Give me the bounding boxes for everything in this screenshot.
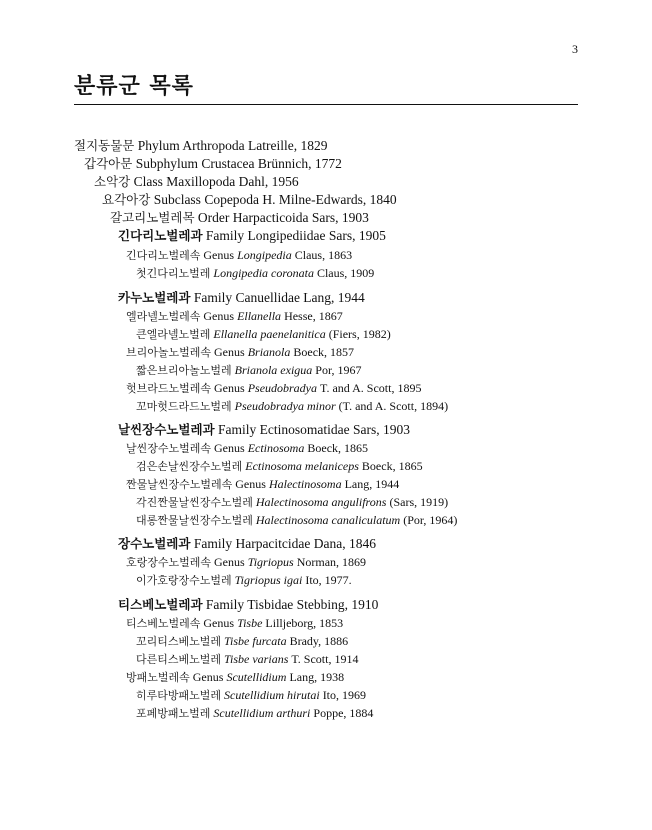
- author-citation: Lang, 1938: [289, 670, 345, 684]
- korean-name: 히루타방패노벌레: [136, 689, 222, 702]
- korean-name: 헛브라드노벌레속: [126, 382, 212, 395]
- author-citation: Por, 1967: [315, 363, 362, 377]
- korean-name: 짠물날씬장수노벌레속: [126, 478, 233, 491]
- author-citation: Poppe, 1884: [313, 706, 374, 720]
- korean-name: 다른티스베노벌레: [136, 653, 222, 666]
- scientific-name: Family Longipediidae Sars, 1905: [205, 228, 386, 243]
- taxon-genus: [126, 380, 421, 397]
- author-citation: Claus, 1909: [316, 266, 375, 280]
- author-citation: Ito, 1969: [322, 688, 367, 702]
- korean-name: 꼬리티스베노벌레: [136, 635, 222, 648]
- scientific-name: Halectinosoma canaliculatum: [255, 513, 401, 527]
- scientific-name: Pseudobradya: [247, 381, 318, 395]
- author-citation: (Sars, 1919): [389, 495, 449, 509]
- rank-label: Genus: [203, 248, 235, 262]
- author-citation: Boeck, 1865: [361, 459, 423, 473]
- author-citation: Lang, 1944: [344, 477, 400, 491]
- scientific-name: Halectinosoma angulifrons: [255, 495, 387, 509]
- rank-label: Genus: [192, 670, 224, 684]
- title-divider: [74, 104, 578, 105]
- korean-name: 호랑장수노벌레속: [126, 556, 212, 569]
- korean-name: 장수노벌레과: [118, 536, 191, 551]
- scientific-name: Pseudobradya minor: [234, 399, 336, 413]
- korean-name: 소악강: [94, 174, 131, 189]
- korean-name: 큰엘라넬노벌레: [136, 328, 211, 341]
- author-citation: Lilljeborg, 1853: [265, 616, 344, 630]
- rank-label: Genus: [203, 616, 235, 630]
- korean-name: 날씬장수노벌레과: [118, 422, 215, 437]
- taxon-genus: [126, 344, 354, 361]
- scientific-name: Family Ectinosomatidae Sars, 1903: [217, 422, 410, 437]
- taxon-species: [136, 326, 391, 343]
- scientific-name: Ellanella paenelanitica: [213, 327, 326, 341]
- scientific-name: Class Maxillopoda Dahl, 1956: [133, 174, 299, 189]
- korean-name: 긴다리노벌레속: [126, 249, 201, 262]
- taxon-family: [118, 290, 365, 306]
- korean-name: 첫긴다리노벌레: [136, 267, 211, 280]
- taxon-genus: [126, 669, 344, 686]
- taxon-species: [136, 362, 362, 379]
- scientific-name: Brianola exigua: [234, 363, 313, 377]
- scientific-name: Tisbe: [237, 616, 263, 630]
- korean-name: 갑각아문: [84, 156, 133, 171]
- scientific-name: Tisbe furcata: [224, 634, 287, 648]
- korean-name: 검은손날씬장수노벌레: [136, 460, 243, 473]
- taxon-species: [136, 651, 358, 668]
- author-citation: (Fiers, 1982): [328, 327, 391, 341]
- scientific-name: Ectinosoma: [247, 441, 305, 455]
- taxon-family: [118, 422, 410, 438]
- korean-name: 카누노벌레과: [118, 290, 191, 305]
- author-citation: (Por, 1964): [403, 513, 458, 527]
- rank-label: Genus: [214, 441, 245, 455]
- rank-label: Genus: [203, 309, 235, 323]
- korean-name: 절지동물문: [74, 138, 135, 153]
- author-citation: T. Scott, 1914: [291, 652, 359, 666]
- taxon-order: [110, 210, 369, 226]
- author-citation: Boeck, 1865: [307, 441, 369, 455]
- taxon-species: [136, 512, 457, 529]
- korean-name: 대롱짠물날씬장수노벌레: [136, 514, 253, 527]
- taxon-subclass: [102, 192, 397, 208]
- taxon-species: [136, 398, 448, 415]
- taxon-species: [136, 705, 373, 722]
- taxon-phylum: [74, 138, 327, 154]
- scientific-name: Family Harpacitcidae Dana, 1846: [193, 536, 377, 551]
- scientific-name: Halectinosoma: [268, 477, 342, 491]
- korean-name: 요각아강: [102, 192, 151, 207]
- author-citation: Claus, 1863: [294, 248, 353, 262]
- scientific-name: Subphylum Crustacea Brünnich, 1772: [135, 156, 342, 171]
- korean-name: 티스베노벌레과: [118, 597, 203, 612]
- scientific-name: Tisbe varians: [224, 652, 289, 666]
- taxon-genus: [126, 308, 343, 325]
- korean-name: 날씬장수노벌레속: [126, 442, 212, 455]
- scientific-name: Longipedia: [237, 248, 292, 262]
- scientific-name: Ectinosoma melaniceps: [245, 459, 359, 473]
- page-number: 3: [572, 42, 578, 56]
- author-citation: Hesse, 1867: [284, 309, 343, 323]
- scientific-name: Phylum Arthropoda Latreille, 1829: [137, 138, 328, 153]
- scientific-name: Scutellidium: [226, 670, 287, 684]
- scientific-name: Ellanella: [237, 309, 282, 323]
- taxon-species: [136, 265, 374, 282]
- korean-name: 꼬마헛드라드노벌레: [136, 400, 232, 413]
- taxon-species: [136, 633, 348, 650]
- taxon-species: [136, 458, 423, 475]
- taxon-species: [136, 494, 448, 511]
- rank-label: Genus: [235, 477, 266, 491]
- rank-label: Genus: [214, 381, 245, 395]
- korean-name: 티스베노벌레속: [126, 617, 201, 630]
- taxon-genus: [126, 440, 368, 457]
- taxon-species: [136, 572, 352, 589]
- author-citation: T. and A. Scott, 1895: [320, 381, 422, 395]
- korean-name: 이가호랑장수노벌레: [136, 574, 232, 587]
- korean-name: 브리아놀노벌레속: [126, 346, 212, 359]
- taxon-species: [136, 687, 366, 704]
- author-citation: Boeck, 1857: [293, 345, 355, 359]
- taxon-family: [118, 536, 376, 552]
- page-title: 분류군 목록: [74, 74, 194, 99]
- author-citation: Norman, 1869: [296, 555, 367, 569]
- scientific-name: Tigriopus: [247, 555, 294, 569]
- rank-label: Genus: [214, 345, 245, 359]
- scientific-name: Family Canuellidae Lang, 1944: [193, 290, 365, 305]
- korean-name: 긴다리노벌레과: [118, 228, 203, 243]
- scientific-name: Subclass Copepoda H. Milne-Edwards, 1840: [153, 192, 397, 207]
- korean-name: 포페방패노벌레: [136, 707, 211, 720]
- author-citation: (T. and A. Scott, 1894): [338, 399, 449, 413]
- taxon-genus: [126, 615, 343, 632]
- scientific-name: Scutellidium arthuri: [213, 706, 311, 720]
- taxon-genus: [126, 247, 352, 264]
- author-citation: Brady, 1886: [289, 634, 349, 648]
- scientific-name: Brianola: [247, 345, 291, 359]
- taxon-genus: [126, 476, 399, 493]
- korean-name: 엘라넬노벌레속: [126, 310, 201, 323]
- scientific-name: Scutellidium hirutai: [224, 688, 320, 702]
- korean-name: 각진짠물날씬장수노벌레: [136, 496, 253, 509]
- taxon-subphylum: [84, 156, 342, 172]
- taxon-family: [118, 228, 386, 244]
- rank-label: Genus: [214, 555, 245, 569]
- korean-name: 갈고리노벌레목: [110, 210, 195, 225]
- taxon-class: [94, 174, 299, 190]
- taxon-family: [118, 597, 378, 613]
- korean-name: 짧은브리아놀노벌레: [136, 364, 232, 377]
- taxon-genus: [126, 554, 366, 571]
- scientific-name: Longipedia coronata: [213, 266, 314, 280]
- scientific-name: Order Harpacticoida Sars, 1903: [197, 210, 369, 225]
- author-citation: Ito, 1977.: [305, 573, 352, 587]
- scientific-name: Tigriopus igai: [234, 573, 303, 587]
- scientific-name: Family Tisbidae Stebbing, 1910: [205, 597, 379, 612]
- korean-name: 방패노벌레속: [126, 671, 190, 684]
